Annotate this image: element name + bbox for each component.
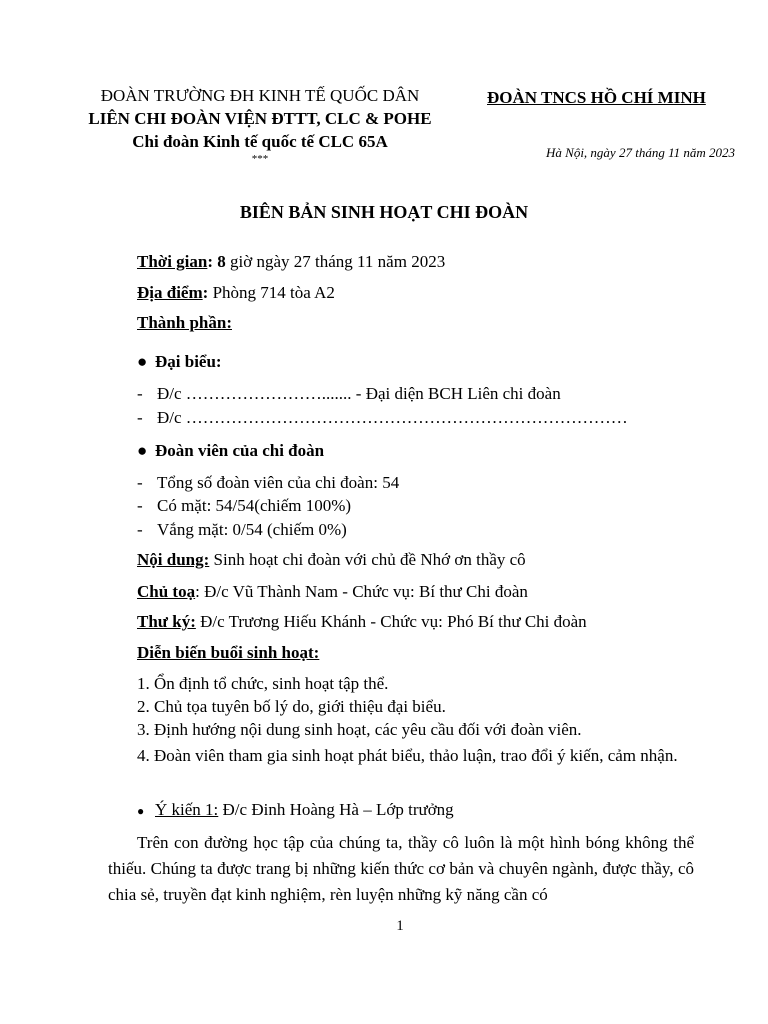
time-colon: : <box>207 252 218 271</box>
proceeding-step: 2. Chủ tọa tuyên bố lý do, giới thiệu đại biểu. <box>137 697 446 716</box>
time-hour: 8 <box>217 252 226 271</box>
secretary-label: Thư ký: <box>137 612 196 631</box>
chair-colon: : <box>195 582 200 601</box>
time-label: Thời gian <box>137 252 208 271</box>
chair-value: Đ/c Vũ Thành Nam - Chức vụ: Bí thư Chi đoàn <box>199 582 528 601</box>
secretary-value: Đ/c Trương Hiếu Khánh - Chức vụ: Phó Bí thư Chi đoàn <box>195 612 587 631</box>
content-value: Sinh hoạt chi đoàn với chủ đề Nhớ ơn thầy cô <box>209 550 526 569</box>
member-stat-item <box>137 520 347 540</box>
delegate-item <box>137 408 628 428</box>
dash: - <box>137 496 143 515</box>
members-heading: Đoàn viên của chi đoàn <box>155 441 325 460</box>
delegates-heading: Đại biểu: <box>155 352 222 371</box>
opinion-value: Đ/c Đinh Hoàng Hà – Lớp trưởng <box>218 800 454 819</box>
union-school-name: ĐOÀN TRƯỜNG ĐH KINH TẾ QUỐC DÂN <box>100 86 420 105</box>
place-label: Địa điểm <box>137 283 203 302</box>
class-branch-name: Chi đoàn Kinh tế quốc tế CLC 65A <box>132 132 388 151</box>
member-stat-item <box>137 496 351 516</box>
delegate-text: Đ/c ……………………....... - Đại diện BCH Liên chi đoàn <box>157 384 561 403</box>
bullet-icon: ● <box>137 352 148 371</box>
time-value: giờ ngày 27 tháng 11 năm 2023 <box>225 252 446 271</box>
union-branch-name: LIÊN CHI ĐOÀN VIỆN ĐTTT, CLC & POHE <box>88 109 432 128</box>
members-label: Thành phần: <box>137 313 232 332</box>
secretary-line <box>137 612 587 632</box>
opinion-label: Ý kiến 1: <box>155 800 219 819</box>
dash: - <box>137 384 143 403</box>
content-label: Nội dung: <box>137 550 210 569</box>
member-stat-text: Có mặt: 54/54(chiếm 100%) <box>157 496 352 515</box>
document-date: Hà Nội, ngày 27 tháng 11 năm 2023 <box>546 145 735 160</box>
bullet-icon: ● <box>137 804 145 818</box>
delegate-item <box>137 384 561 404</box>
header-stars: *** <box>251 153 269 165</box>
organization-title: ĐOÀN TNCS HỒ CHÍ MINH <box>487 88 706 107</box>
member-stat-item <box>137 473 399 493</box>
document-title: BIÊN BẢN SINH HOẠT CHI ĐOÀN <box>239 202 529 222</box>
opinion-line <box>137 800 454 820</box>
proceedings-label: Diễn biến buổi sinh hoạt: <box>137 643 320 662</box>
dash: - <box>137 520 143 539</box>
member-stat-text: Tổng số đoàn viên của chi đoàn: 54 <box>157 473 400 492</box>
proceeding-step: 4. Đoàn viên tham gia sinh hoạt phát biểu, thảo luận, trao đổi ý kiến, cảm nhận. <box>137 746 678 765</box>
dash: - <box>137 473 143 492</box>
chair-line <box>137 582 528 602</box>
place-line <box>137 283 335 303</box>
bullet-icon: ● <box>137 441 148 460</box>
dash: - <box>137 408 143 427</box>
proceeding-step: 3. Định hướng nội dung sinh hoạt, các yêu cầu đối với đoàn viên. <box>137 720 582 739</box>
member-stat-text: Vắng mặt: 0/54 (chiếm 0%) <box>157 520 347 539</box>
delegate-text: Đ/c …………………………………………………………………… <box>157 408 628 427</box>
content-line <box>137 550 526 570</box>
members-heading-row <box>137 441 324 461</box>
time-line <box>137 252 445 272</box>
delegates-heading-row <box>137 352 222 372</box>
chair-label: Chủ toạ <box>137 582 196 601</box>
proceeding-step: 1. Ổn định tổ chức, sinh hoạt tập thể. <box>137 674 389 693</box>
place-colon: : <box>202 283 209 302</box>
opinion-paragraph: Trên con đường học tập của chúng ta, thầy cô luôn là một hình bóng không thể thiếu. Chúng ta được trang bị những kiến thức cơ bản và chuyên ngành, được thầy, cô chia sẻ, truyền đạt kinh nghiệm, rèn luyện những kỹ năng cần có <box>108 833 694 904</box>
place-value: Phòng 714 tòa A2 <box>208 283 335 302</box>
page-number: 1 <box>396 918 404 934</box>
